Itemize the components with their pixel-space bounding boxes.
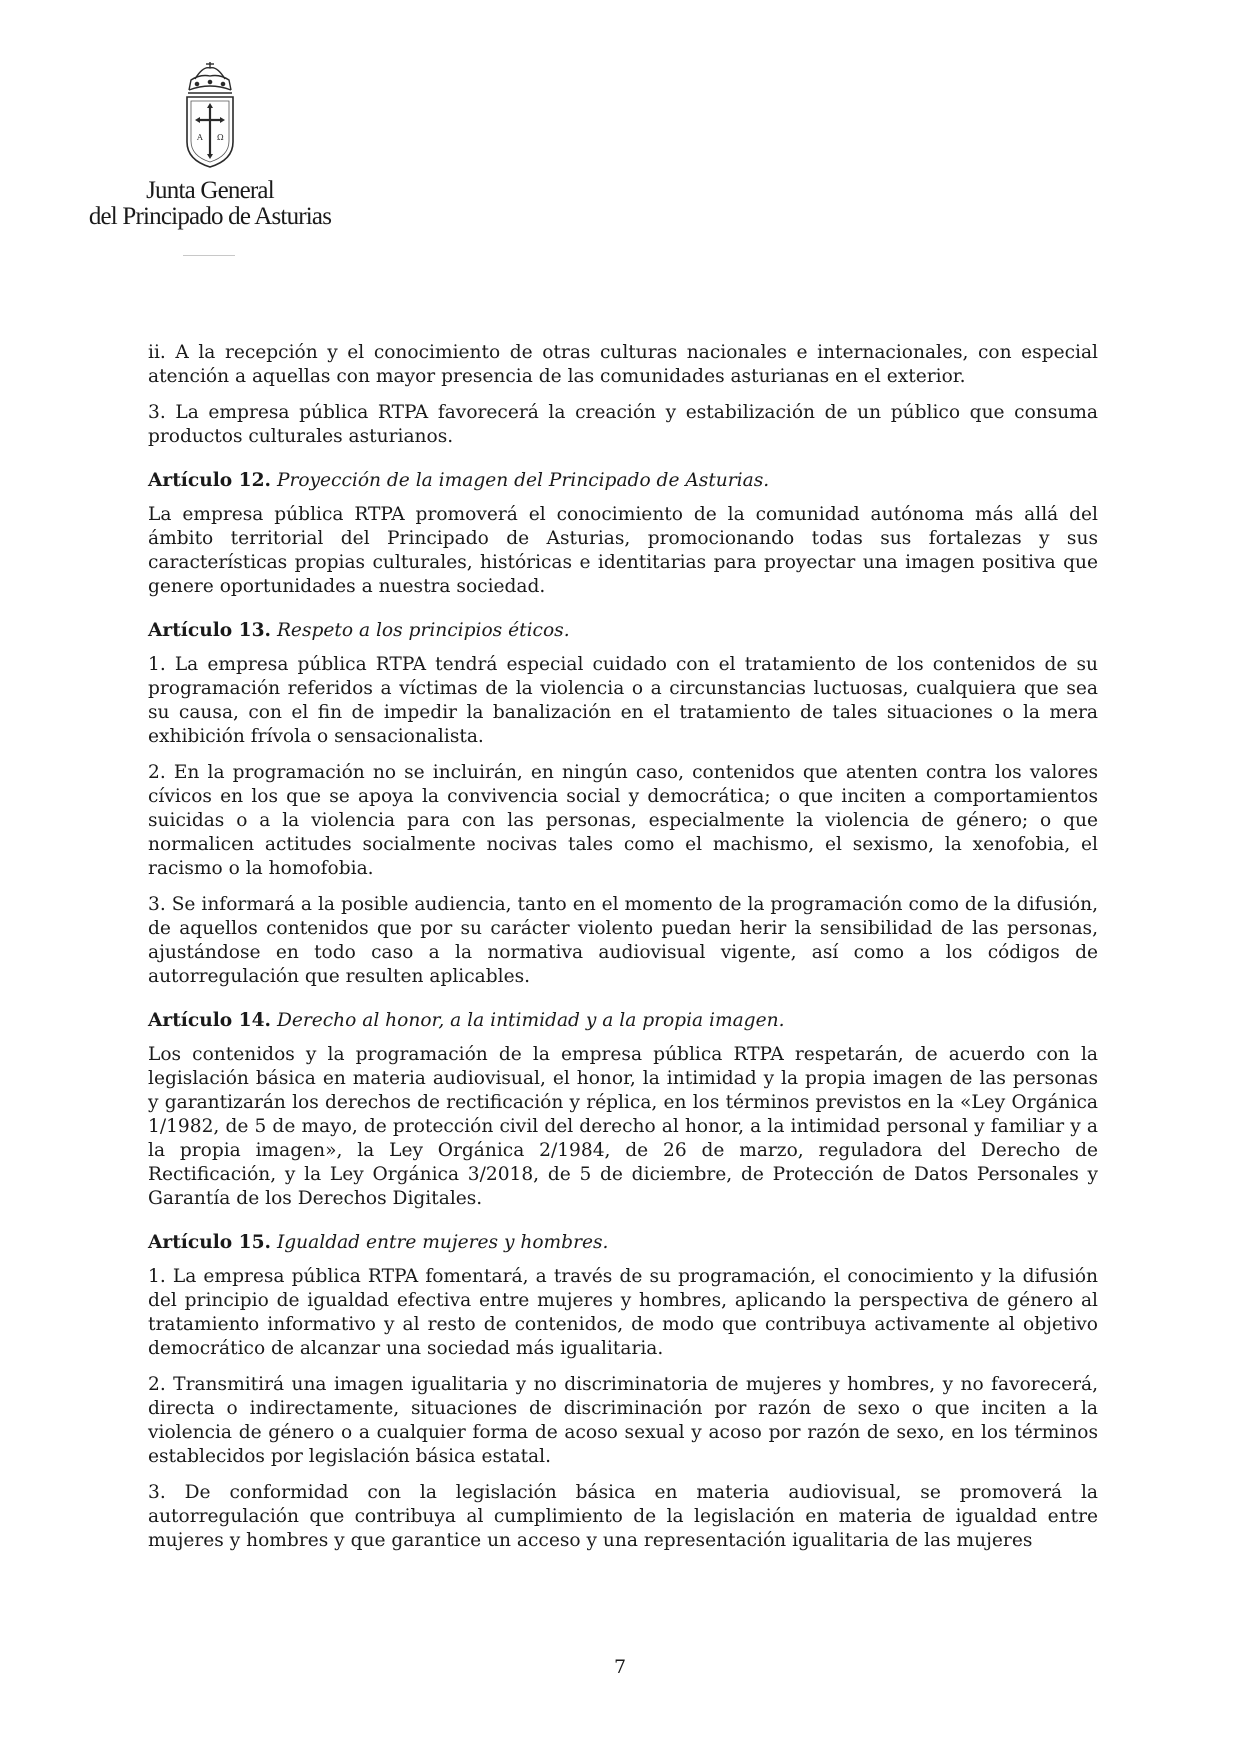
document-header bbox=[80, 60, 340, 260]
paragraph: ii. A la recepción y el conocimiento de otras culturas nacionales e internacionales, con especial atención a aquellas con mayor presencia de las comunidades asturianas en el exterior. bbox=[148, 342, 1098, 387]
article-heading bbox=[148, 1231, 1098, 1255]
paragraph: 1. La empresa pública RTPA fomentará, a través de su programación, el conocimiento y la difusión del principio de igualdad efectiva entre mujeres y hombres, aplicando la perspectiva de género al tratamiento informativo y al resto de contenidos, de modo que contribuya activamente al objetivo democrático de alcanzar una sociedad más igualitaria. bbox=[148, 1266, 1098, 1359]
coat-of-arms-icon bbox=[175, 60, 245, 170]
svg-text:Ω: Ω bbox=[217, 133, 224, 142]
article-title: Proyección de la imagen del Principado de Asturias. bbox=[276, 470, 770, 491]
article-title: Igualdad entre mujeres y hombres. bbox=[276, 1232, 609, 1253]
article-heading bbox=[148, 1009, 1098, 1033]
paragraph: 2. En la programación no se incluirán, en ningún caso, contenidos que atenten contra los valores cívicos en los que se apoya la convivencia social y democrática; o que inciten a comportamientos suicidas o a la violencia para con las personas, especialmente la violencia de género; o que normalicen actitudes socialmente nocivas tales como el machismo, el sexismo, la xenofobia, el racismo o la homofobia. bbox=[148, 762, 1098, 879]
organization-name bbox=[80, 178, 340, 230]
article-label: Artículo 15. bbox=[148, 1232, 272, 1253]
article-heading bbox=[148, 619, 1098, 643]
paragraph: 3. Se informará a la posible audiencia, tanto en el momento de la programación como de la difusión, de aquellos contenidos que por su carácter violento puedan herir la sensibilidad de las personas, ajustándose en todo caso a la normativa audiovisual vigente, así como a los códigos de autorregulación que resulten aplicables. bbox=[148, 894, 1098, 987]
article-label: Artículo 12. bbox=[148, 470, 272, 491]
paragraph: La empresa pública RTPA promoverá el conocimiento de la comunidad autónoma más allá del ámbito territorial del Principado de Asturias, promocionando todas sus fortalezas y sus características propias culturales, históricas e identitarias para proyectar una imagen positiva que genere oportunidades a nuestra sociedad. bbox=[148, 504, 1098, 597]
paragraph: 3. De conformidad con la legislación básica en materia audiovisual, se promoverá la autorregulación que contribuya al cumplimiento de la legislación en materia de igualdad entre mujeres y hombres y que garantice un acceso y una representación igualitaria de las mujeres bbox=[148, 1482, 1098, 1551]
organization-name-line1: Junta General bbox=[146, 177, 274, 204]
svg-text:A: A bbox=[197, 133, 203, 142]
paragraph: 2. Transmitirá una imagen igualitaria y no discriminatoria de mujeres y hombres, y no favorecerá, directa o indirectamente, situaciones de discriminación por razón de sexo o que inciten a la violencia de género o a cualquier forma de acoso sexual y acoso por razón de sexo, en los términos establecidos por legislación básica estatal. bbox=[148, 1374, 1098, 1467]
document-body bbox=[148, 341, 1098, 1565]
paragraph: 3. La empresa pública RTPA favorecerá la creación y estabilización de un público que consuma productos culturales asturianos. bbox=[148, 402, 1098, 447]
article-title: Respeto a los principios éticos. bbox=[276, 620, 570, 641]
article-title: Derecho al honor, a la intimidad y a la propia imagen. bbox=[276, 1010, 785, 1031]
paragraph: Los contenidos y la programación de la empresa pública RTPA respetarán, de acuerdo con la legislación básica en materia audiovisual, el honor, la intimidad y la propia imagen de las personas y garantizarán los derechos de rectificación y réplica, en los términos previstos en la «Ley Orgánica 1/1982, de 5 de mayo, de protección civil del derecho al honor, a la intimidad personal y familiar y a la propia imagen», la Ley Orgánica 2/1984, de 26 de marzo, reguladora del Derecho de Rectificación, y la Ley Orgánica 3/2018, de 5 de diciembre, de Protección de Datos Personales y Garantía de los Derechos Digitales. bbox=[148, 1044, 1098, 1209]
header-divider bbox=[183, 255, 235, 256]
article-heading bbox=[148, 469, 1098, 493]
article-label: Artículo 13. bbox=[148, 620, 272, 641]
organization-name-line2: del Principado de Asturias bbox=[88, 203, 332, 230]
paragraph: 1. La empresa pública RTPA tendrá especial cuidado con el tratamiento de los contenidos de su programación referidos a víctimas de la violencia o a circunstancias luctuosas, cualquiera que sea su causa, con el fin de impedir la banalización en el tratamiento de tales situaciones o la mera exhibición frívola o sensacionalista. bbox=[148, 654, 1098, 747]
page-number: 7 bbox=[613, 1656, 627, 1678]
article-label: Artículo 14. bbox=[148, 1010, 272, 1031]
